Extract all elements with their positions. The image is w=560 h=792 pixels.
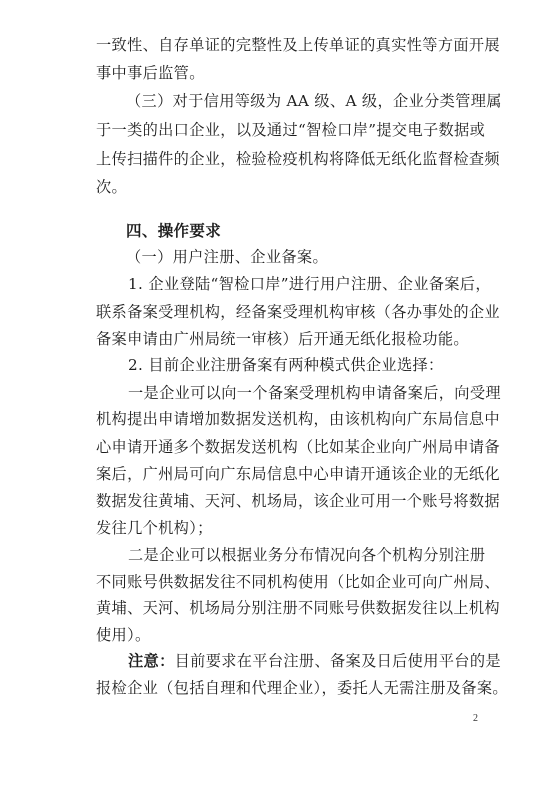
mode-1-line-1: 一是企业可以向一个备案受理机构申请备案后，向受理 (128, 383, 501, 402)
item-2-line-1: 2. 目前企业注册备案有两种模式供企业选择： (128, 356, 444, 375)
mode-2-line-3: 黄埔、天河、机场局分别注册不同账号供数据发往以上机构 (96, 599, 500, 618)
mode-1-line-6: 发往几个机构）； (96, 519, 213, 538)
note-first-line: 目前要求在平台注册、备案及日后使用平台的是 (174, 652, 501, 671)
mode-1-line-3: 心申请开通多个数据发送机构（比如某企业向广州局申请备 (96, 437, 500, 456)
mode-1-line-5: 数据发往黄埔、天河、机场局，该企业可用一个账号将数据 (96, 491, 500, 510)
page-number: 2 (473, 713, 478, 724)
paragraph-2-line-2: 于一类的出口企业，以及通过“智检口岸”提交电子数据或 (96, 121, 486, 140)
paragraph-2-line-1: （三）对于信用等级为 AA 级、A 级，企业分类管理属 (126, 92, 502, 111)
mode-2-line-2: 不同账号供数据发往不同机构使用（比如企业可向广州局、 (96, 572, 500, 591)
mode-2-line-4: 使用）。 (96, 625, 151, 644)
item-1-line-2: 联系备案受理机构，经备案受理机构审核（各办事处的企业 (96, 303, 500, 322)
paragraph-2-line-3: 上传扫描件的企业，检验检疫机构将降低无纸化监督检查频 (96, 149, 500, 168)
section-heading: 四、操作要求 (126, 221, 222, 240)
note-line-1 (128, 651, 501, 671)
paragraph-1-line-2: 事中事后监管。 (96, 64, 205, 83)
item-1-line-3: 备案申请由广州局统一审核）后开通无纸化报检功能。 (96, 329, 469, 348)
paragraph-2-line-4: 次。 (96, 177, 128, 196)
mode-1-line-2: 机构提出申请增加数据发送机构，由该机构向广东局信息中 (96, 410, 500, 429)
mode-2-line-1: 二是企业可以根据业务分布情况向各个机构分别注册 (128, 545, 486, 564)
mode-1-line-4: 案后，广州局可向广东局信息中心申请开通该企业的无纸化 (96, 465, 500, 484)
note-line-2: 报检企业（包括自理和代理企业），委托人无需注册及备案。 (96, 679, 508, 697)
paragraph-1-line-1: 一致性、自存单证的完整性及上传单证的真实性等方面开展 (96, 36, 500, 54)
note-label: 注意： (128, 652, 175, 671)
item-1-line-1: 1. 企业登陆“智检口岸”进行用户注册、企业备案后， (128, 274, 491, 293)
section-subheading: （一）用户注册、企业备案。 (126, 248, 328, 267)
